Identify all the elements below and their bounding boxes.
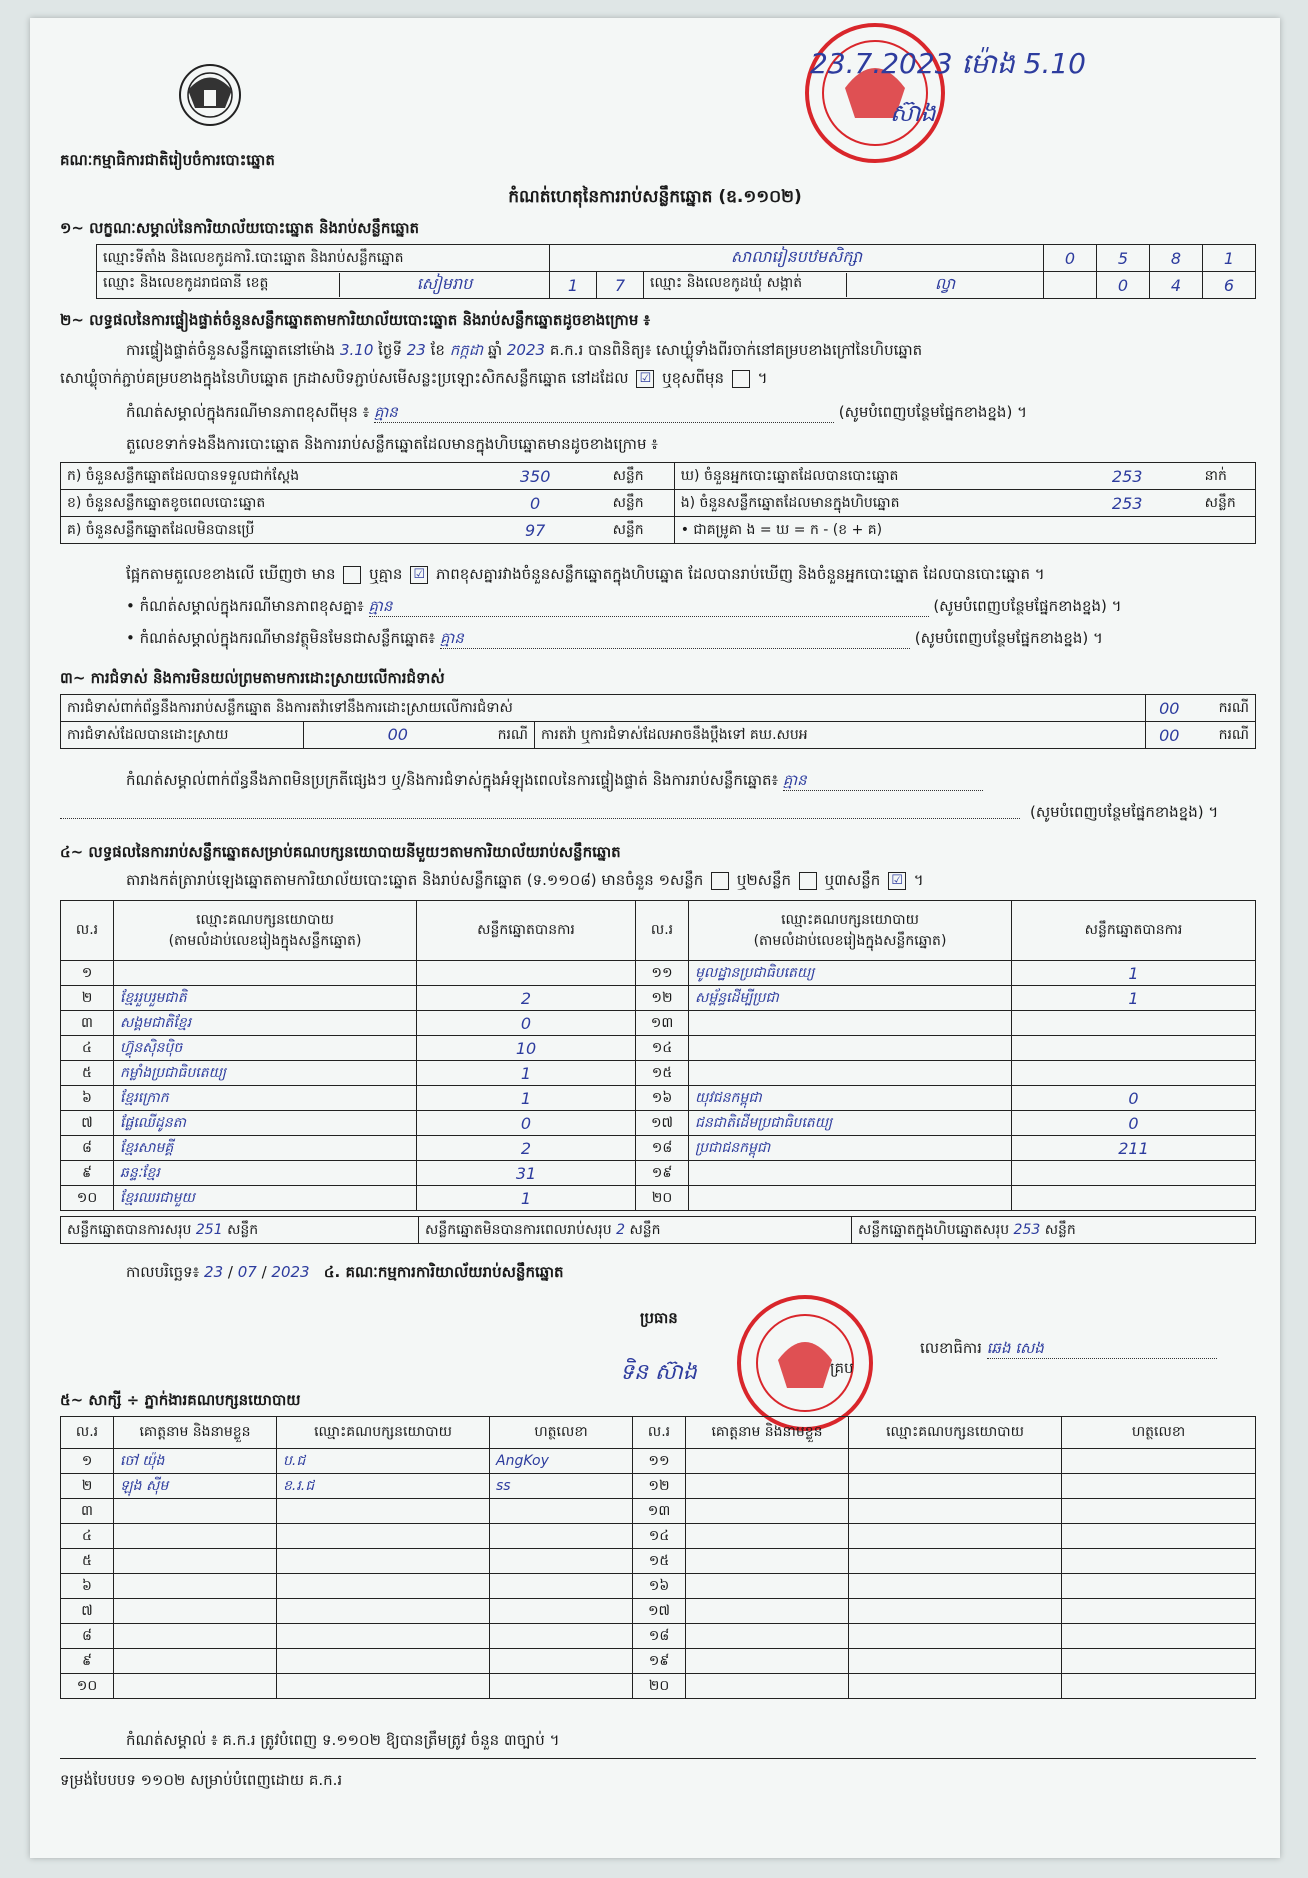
footnote: កំណត់សម្គាល់ ៖ គ.ក.រ ត្រូវបំពេញ ទ.១១០២ ឱ្យបានត្រឹមត្រូវ ចំនួន ៣ច្បាប់ ។ <box>126 1731 560 1749</box>
result-no: ២ <box>61 986 114 1011</box>
party-name: មូលដ្ឋានប្រជាធិបតេយ្យ <box>689 961 1012 986</box>
one-sheet-checkbox[interactable] <box>711 872 729 890</box>
figures-table <box>60 462 1256 544</box>
witness-name <box>686 1624 849 1649</box>
witness-no: ៨ <box>61 1624 114 1649</box>
witness-signature <box>490 1549 633 1574</box>
witness-signature <box>490 1574 633 1599</box>
witness-party <box>277 1549 490 1574</box>
party-name <box>689 1011 1012 1036</box>
spoiled-ballots: 0 <box>464 490 607 517</box>
witness-no: ១៧ <box>633 1599 686 1624</box>
total-in-box: 253 <box>1013 1221 1041 1238</box>
result-no: ១២ <box>636 986 689 1011</box>
witness-signature <box>1062 1549 1256 1574</box>
party-name: ជនជាតិដើមប្រជាធិបតេយ្យ <box>689 1111 1012 1136</box>
witness-signature <box>490 1674 633 1699</box>
witness-row <box>61 1649 1256 1674</box>
witness-name <box>686 1674 849 1699</box>
party-votes: 1 <box>1012 961 1256 986</box>
witness-no: ១០ <box>61 1674 114 1699</box>
witness-name <box>114 1499 277 1524</box>
witness-name <box>114 1574 277 1599</box>
result-no: ១៥ <box>636 1061 689 1086</box>
result-row <box>61 1111 1256 1136</box>
complaints-count: 00 <box>1145 695 1193 722</box>
witness-signature <box>490 1649 633 1674</box>
result-row <box>61 1036 1256 1061</box>
result-no: ១០ <box>61 1186 114 1211</box>
witness-signature <box>1062 1649 1256 1674</box>
party-name: ខ្មែរឈរជាមួយ <box>114 1186 417 1211</box>
witness-name <box>686 1599 849 1624</box>
witness-party <box>277 1649 490 1674</box>
witness-party <box>277 1674 490 1699</box>
witness-no: ២០ <box>633 1674 686 1699</box>
results-table: ល.រ ឈ្មោះគណបក្សនយោបាយ (តាមលំដាប់លេខរៀងក្នុងសន្លឹកឆ្នោត) សន្លឹកឆ្នោតបានការ ល.រ ឈ្មោះគណបក្សនយោបាយ (តាមលំដាប់លេខរៀងក្នុងសន្លឹកឆ្នោត) សន្លឹកឆ្នោតបានការ ១ ១១ មូលដ្ឋានប្រជាធិបតេយ្យ 1 ២ ខ្មែររួបរួមជាតិ 2 ១២ សម្ព័ន្ធដើម្បីប្រជា 1 ៣ សង្គមជាតិខ្មែរ 0 ១៣ ៤ ហ៊្វុនស៊ិនប៉ិច 10 ១៤ ៥ កម្លាំងប្រជាធិបតេយ្យ 1 ១៥ ៦ ខ្មែរក្រោក 1 ១៦ យុវជនកម្ពុជា 0 ៧ ផ្លែឈើដូនតា 0 ១៧ ជនជាតិដើមប្រជាធិបតេយ្យ 0 ៨ ខ្មែរសាមគ្គី 2 ១៨ ប្រជាជនកម្ពុជា 211 ៩ ឆន្ទៈខ្មែរ 31 ១៩ ១០ ខ្មែរឈរជាមួយ 1 ២០ <box>60 900 1256 1211</box>
commune-code-digit: 6 <box>1203 272 1256 299</box>
party-votes: 1 <box>1012 986 1256 1011</box>
party-votes: 0 <box>1012 1111 1256 1136</box>
witness-party <box>277 1574 490 1599</box>
date-line: កាលបរិច្ឆេទ៖ 23 / 07 / 2023 ៤. គណៈកម្មការការិយាល័យរាប់សន្លឹកឆ្នោត <box>126 1263 564 1281</box>
commune-code-digit: 0 <box>1097 272 1150 299</box>
chair-label: ប្រធាន <box>640 1309 678 1327</box>
official-stamp-icon <box>800 18 950 168</box>
result-row <box>61 986 1256 1011</box>
party-name: ឆន្ទៈខ្មែរ <box>114 1161 417 1186</box>
party-name: សង្គមជាតិខ្មែរ <box>114 1011 417 1036</box>
province-code-digit: 1 <box>550 272 597 299</box>
witness-row <box>61 1499 1256 1524</box>
witness-signature <box>1062 1474 1256 1499</box>
section4-title: ៤~ លទ្ធផលនៃការរាប់សន្លឹកឆ្នោតសម្រាប់គណបក្សនយោបាយនីមួយៗតាមការិយាល័យរាប់សន្លឹកឆ្នោត <box>60 843 621 861</box>
result-no: ៤ <box>61 1036 114 1061</box>
location-code-digit: 1 <box>1203 245 1256 272</box>
result-row <box>61 1011 1256 1036</box>
result-row <box>61 1061 1256 1086</box>
province-code-digit: 7 <box>597 272 644 299</box>
totals-table: សន្លឹកឆ្នោតបានការសរុប 251 សន្លឹក សន្លឹកឆ្នោតមិនបានការពេលរាប់សរុប 2 សន្លឹក សន្លឹកឆ្នោតក្នុងហិបឆ្នោតសរុប 253 សន្លឹក <box>60 1216 1256 1244</box>
party-name: ផ្លែឈើដូនតា <box>114 1111 417 1136</box>
witness-no: ១៣ <box>633 1499 686 1524</box>
result-no: ៦ <box>61 1086 114 1111</box>
result-no: ៥ <box>61 1061 114 1086</box>
location-label: ឈ្មោះទីតាំង និងលេខកូដការិ.បោះឆ្នោត និងរាប់សន្លឹកឆ្នោត <box>97 245 550 272</box>
result-no: ១៧ <box>636 1111 689 1136</box>
footer-divider <box>60 1758 1256 1759</box>
date-year: 2023 <box>271 1263 310 1281</box>
witness-row <box>61 1549 1256 1574</box>
witness-no: ៦ <box>61 1574 114 1599</box>
witness-name <box>114 1674 277 1699</box>
witness-no: ១២ <box>633 1474 686 1499</box>
party-votes: 10 <box>417 1036 636 1061</box>
result-no: ២០ <box>636 1186 689 1211</box>
witness-name <box>686 1524 849 1549</box>
formula: • ជាគម្រូគា ង = ឃ = ក - (ខ + គ) <box>674 517 1255 544</box>
party-name <box>689 1186 1012 1211</box>
witness-signature <box>1062 1574 1256 1599</box>
witness-no: ១៤ <box>633 1524 686 1549</box>
witness-party <box>849 1449 1062 1474</box>
witness-name <box>686 1474 849 1499</box>
witness-row <box>61 1599 1256 1624</box>
has-difference-checkbox[interactable] <box>343 566 361 584</box>
tally-sheets-line: តារាងកត់ត្រារាប់ឡេងឆ្នោតតាមការិយាល័យបោះឆ្នោត និងរាប់សន្លឹកឆ្នោត (ទ.១១០៨) មានចំនួន ១សន្លឹក ឬ២សន្លឹក ឬ៣សន្លឹក ☑ ។ <box>126 871 924 889</box>
witness-signature <box>1062 1599 1256 1624</box>
figures-intro: តួលេខទាក់ទងនឹងការបោះឆ្នោត និងការរាប់សន្លឹកឆ្នោតដែលមានក្នុងហិបឆ្នោតមានដូចខាងក្រោម ៖ <box>126 435 658 453</box>
witness-name <box>114 1649 277 1674</box>
location-code-digit: 5 <box>1097 245 1150 272</box>
section1-table <box>96 244 1256 299</box>
complaints-table: ការជំទាស់ពាក់ព័ន្ធនឹងការរាប់សន្លឹកឆ្នោត និងការតវ៉ាទៅនឹងការដោះស្រាយលើការជំទាស់ 00 ករណី ការជំទាស់ដែលបានដោះស្រាយ 00 ករណី ការតវ៉ា ឬការជំទាស់ដែលអាចនឹងប្តឹងទៅ គឃ.សបអ 00 ករណី <box>60 694 1256 749</box>
witness-party <box>849 1474 1062 1499</box>
party-votes: 1 <box>417 1086 636 1111</box>
witness-no: ១៦ <box>633 1574 686 1599</box>
result-row <box>61 1186 1256 1211</box>
appealed-count: 00 <box>1145 722 1193 749</box>
chair-signature: ទិន ស៊ាង <box>620 1360 697 1385</box>
witness-signature <box>490 1624 633 1649</box>
party-votes <box>1012 1186 1256 1211</box>
party-votes: 1 <box>417 1186 636 1211</box>
party-name: យុវជនកម្ពុជា <box>689 1086 1012 1111</box>
witness-name <box>686 1574 849 1599</box>
party-name <box>689 1036 1012 1061</box>
party-votes: 31 <box>417 1161 636 1186</box>
three-sheet-checkbox[interactable]: ☑ <box>888 872 906 890</box>
section5-title: ៥~ សាក្សី ÷ ភ្នាក់ងារគណបក្សនយោបាយ <box>60 1391 301 1409</box>
witness-no: ៣ <box>61 1499 114 1524</box>
different-checkbox[interactable] <box>732 370 750 388</box>
section1-title: ១~ លក្ខណៈសម្គាល់នៃការិយាល័យបោះឆ្នោត និងរាប់សន្លឹកឆ្នោត <box>60 219 420 237</box>
same-checkbox[interactable]: ☑ <box>636 370 654 388</box>
witness-name <box>114 1624 277 1649</box>
party-votes: 2 <box>417 986 636 1011</box>
witness-name <box>686 1499 849 1524</box>
committee-name: គណៈកម្មាធិការជាតិរៀបចំការបោះឆ្នោត <box>60 151 275 169</box>
party-votes: 0 <box>417 1111 636 1136</box>
result-no: ១៤ <box>636 1036 689 1061</box>
witness-no: ២ <box>61 1474 114 1499</box>
party-votes <box>1012 1011 1256 1036</box>
result-no: ១៨ <box>636 1136 689 1161</box>
witness-name <box>686 1649 849 1674</box>
party-name: ប្រជាជនកម្ពុជា <box>689 1136 1012 1161</box>
witness-row <box>61 1474 1256 1499</box>
section3-note: កំណត់សម្គាល់ពាក់ព័ន្ធនឹងភាពមិនប្រក្រតីផ្សេងៗ ឬ/និងការជំទាស់ក្នុងអំឡុងពេលនៃការផ្ទៀងផ្ទាត់ និងការរាប់សន្លឹកឆ្នោត៖ គ្មាន <box>126 770 983 791</box>
result-no: ៣ <box>61 1011 114 1036</box>
party-name <box>689 1061 1012 1086</box>
party-votes <box>1012 1161 1256 1186</box>
witness-party <box>849 1624 1062 1649</box>
witness-signature <box>1062 1674 1256 1699</box>
witness-no: ១៨ <box>633 1624 686 1649</box>
figures-row: ខ) ចំនួនសន្លឹកឆ្នោតខូចពេលបោះឆ្នោត 0 សន្លឹក ង) ចំនួនសន្លឹកឆ្នោតដែលមានក្នុងហិបឆ្នោត 253 សន្លឹក <box>61 490 1256 517</box>
result-row <box>61 1086 1256 1111</box>
witness-row <box>61 1574 1256 1599</box>
result-row <box>61 1161 1256 1186</box>
result-no: ១១ <box>636 961 689 986</box>
party-name <box>689 1161 1012 1186</box>
party-votes: 0 <box>1012 1086 1256 1111</box>
unused-ballots: 97 <box>464 517 607 544</box>
secretary-line: លេខាធិការ ឆេង សេង <box>920 1338 1217 1359</box>
witness-name <box>114 1524 277 1549</box>
witness-no: ១១ <box>633 1449 686 1474</box>
witness-row <box>61 1449 1256 1474</box>
party-name: ខ្មែររួបរួមជាតិ <box>114 986 417 1011</box>
witness-name: ចៅ យ៉ុង <box>114 1449 277 1474</box>
commune-label: ឈ្មោះ និងលេខកូដឃុំ សង្កាត់ <box>644 273 847 297</box>
secretary-signature: ឆេង សេង <box>987 1338 1217 1359</box>
witness-name <box>114 1599 277 1624</box>
witness-no: ៤ <box>61 1524 114 1549</box>
witness-party <box>849 1649 1062 1674</box>
witness-signature <box>490 1499 633 1524</box>
received-ballots: 350 <box>464 463 607 490</box>
witness-party: ប.ជ <box>277 1449 490 1474</box>
result-no: ១៦ <box>636 1086 689 1111</box>
party-votes: 1 <box>417 1061 636 1086</box>
result-no: ៧ <box>61 1111 114 1136</box>
witness-party <box>277 1624 490 1649</box>
witness-signature: AngKoy <box>490 1449 633 1474</box>
total-valid: 251 <box>195 1221 223 1238</box>
witness-row <box>61 1524 1256 1549</box>
witness-row <box>61 1674 1256 1699</box>
witness-party <box>277 1499 490 1524</box>
section3-title: ៣~ ការជំទាស់ និងការមិនយល់ព្រមតាមការដោះស្រាយលើការជំទាស់ <box>60 669 445 687</box>
note2: • កំណត់សម្គាល់ក្នុងករណីមានភាពខុសគ្នា៖ គ្មាន (សូមបំពេញបន្ថែមផ្នែកខាងខ្នង) ។ <box>126 597 1122 615</box>
witness-signature <box>1062 1524 1256 1549</box>
witness-signature <box>490 1599 633 1624</box>
verify-month: កក្កដា <box>449 341 484 359</box>
verify-line-2: សោឃ្លុំចាក់ភ្ជាប់គម្របខាងក្នុងនៃហិបឆ្នោត ក្រដាសបិទភ្ជាប់សមើសន្លះប្រឡោះសិកសន្លឹកឆ្នោត នៅដដែល ☑ ឬខុសពីមុន ។ <box>60 369 768 387</box>
party-name: ខ្មែរក្រោក <box>114 1086 417 1111</box>
result-row <box>61 1136 1256 1161</box>
party-votes <box>417 961 636 986</box>
commune-code-digit: 4 <box>1150 272 1203 299</box>
witness-name <box>686 1449 849 1474</box>
party-votes <box>1012 1036 1256 1061</box>
party-name: ហ៊្វុនស៊ិនប៉ិច <box>114 1036 417 1061</box>
witness-party <box>849 1674 1062 1699</box>
date-day: 23 <box>204 1263 224 1281</box>
witness-party <box>849 1599 1062 1624</box>
witness-no: ៥ <box>61 1549 114 1574</box>
voters-count: 253 <box>1056 463 1199 490</box>
witness-signature <box>1062 1624 1256 1649</box>
verify-time: 3.10 <box>339 341 374 359</box>
witness-no: ១ <box>61 1449 114 1474</box>
witness-no: ៩ <box>61 1649 114 1674</box>
form-page: 23.7.2023 ម៉ោង 5.10 ស៊ាង គណៈកម្មាធិការជាតិរៀបចំការបោះឆ្នោត កំណត់ហេតុនៃការរាប់សន្លឹកឆ្នោត (ឧ.១១០២) ១~ លក្ខណៈសម្គាល់នៃការិយាល័យបោះឆ្នោត និងរាប់សន្លឹកឆ្នោត ឈ្មោះទីតាំង និងលេខកូដការិ.បោះឆ្នោត និងរាប់សន្លឹកឆ្នោត សាលារៀនបឋមសិក្សា 0 5 8 1 ឈ្មោះ និងលេខកូដរាជធានី ខេត្ត សៀមរាប 1 7 ឈ្មោះ និងលេខកូដឃុំ សង្កាត់ ល្វា 0 4 6 ២~ លទ្ធផលនៃការផ្ទៀងផ្ទាត់ចំនួនសន្លឹកឆ្នោតតាមការិយាល័យបោះឆ្នោត និងរាប់សន្លឹកឆ្នោតដូចខាងក្រោម ៖ ការផ្ទៀងផ្ទាត់ចំនួនសន្លឹកឆ្នោតនៅម៉ោង 3.10 ថ្ងៃទី 23 ខែ កក្កដា ឆ្នាំ 2023 គ.ក.រ បានពិនិត្យ៖ សោឃ្លុំទាំងពីរចាក់នៅគម្របខាងក្រៅនៃហិបឆ្នោត សោឃ្លុំចាក់ភ្ជាប់គម្របខាងក្នុងនៃហិបឆ្នោត ក្រដាសបិទភ្ជាប់សមើសន្លះប្រឡោះសិកសន្លឹកឆ្នោត នៅដដែល ☑ ឬខុសពីមុន ។ កំណត់សម្គាល់ក្នុងករណីមានភាពខុសពីមុន ៖ គ្មាន (សូមបំពេញបន្ថែមផ្នែកខាងខ្នង) ។ តួលេខទាក់ទងនឹងការបោះឆ្នោត និងការរាប់សន្លឹកឆ្នោតដែលមានក្នុងហិបឆ្នោតមានដូចខាងក្រោម ៖ ក) ចំនួនសន្លឹកឆ្នោតដែលបានទទួលជាក់ស្តែង 350 សន្លឹក ឃ) ចំនួនអ្នកបោះឆ្នោតដែលបានបោះឆ្នោត 253 នាក់ ខ) ចំនួនសន្លឹកឆ្នោតខូចពេលបោះឆ្នោត 0 សន្លឹក ង) ចំនួនសន្លឹកឆ្នោតដែលមានក្នុងហិបឆ្នោត 253 សន្លឹក គ) ចំនួនសន្លឹកឆ្នោតដែលមិនបានប្រើ 97 សន្លឹក • ជាគម្រូគា ង = ឃ = ក - (ខ + គ) ផ្អែកតាមតួលេខខាងលើ ឃើញថា មាន ឬគ្មាន ☑ ភាពខុសគ្នារវាងចំនួនសន្លឹកឆ្នោតក្នុងហិបឆ្នោត ដែលបានរាប់ឃើញ និងចំនួនអ្នកបោះឆ្នោត ដែលបានបោះឆ្នោត ។ • កំណត់សម្គាល់ក្នុងករណីមានភាពខុសគ្នា៖ គ្មាន (សូមបំពេញបន្ថែមផ្នែកខាងខ្នង) ។ • កំណត់សម្គាល់ក្នុងករណីមានវត្ថុមិនមែនជាសន្លឹកឆ្នោត៖ គ្មាន (សូមបំពេញបន្ថែមផ្នែកខាងខ្នង) ។ ៣~ ការជំទាស់ និងការមិនយល់ព្រមតាមការដោះស្រាយលើការជំទាស់ ការជំទាស់ពាក់ព័ន្ធនឹងការរាប់សន្លឹកឆ្នោត និងការតវ៉ាទៅនឹងការដោះស្រាយលើការជំទាស់ 00 ករណី ការជំទាស់ដែលបានដោះស្រាយ 00 ករណី ការតវ៉ា ឬការជំទាស់ដែលអាចនឹងប្តឹងទៅ គឃ.សបអ 00 ករណី កំណត់សម្គាល់ពាក់ព័ន្ធនឹងភាពមិនប្រក្រតីផ្សេងៗ ឬ/និងការជំទាស់ក្នុងអំឡុងពេលនៃការផ្ទៀងផ្ទាត់ និងការរាប់សន្លឹកឆ្នោត៖ គ្មាន (សូមបំពេញបន្ថែមផ្នែកខាងខ្នង) ។ ៤~ លទ្ធផលនៃការរាប់សន្លឹកឆ្នោតសម្រាប់គណបក្សនយោបាយនីមួយៗតាមការិយាល័យរាប់សន្លឹកឆ្នោត តារាងកត់ត្រារាប់ឡេងឆ្នោតតាមការិយាល័យបោះឆ្នោត និងរាប់សន្លឹកឆ្នោត (ទ.១១០៨) មានចំនួន ១សន្លឹក ឬ២សន្លឹក ឬ៣សន្លឹក ☑ ។ ល.រ ឈ្មោះគណបក្សនយោបាយ (តាមលំដាប់លេខរៀងក្នុងសន្លឹកឆ្នោត) សន្លឹកឆ្នោតបានការ ល.រ ឈ្មោះគណបក្សនយោបាយ (តាមលំដាប់លេខរៀងក្នុងសន្លឹកឆ្នោត) សន្លឹកឆ្នោតបានការ ១ ១១ មូលដ្ឋានប្រជាធិបតេយ្យ 1 ២ ខ្មែររួបរួមជាតិ 2 ១២ សម្ព័ន្ធដើម្បីប្រជា 1 ៣ សង្គមជាតិខ្មែរ 0 ១៣ ៤ ហ៊្វុនស៊ិនប៉ិច 10 ១៤ ៥ កម្លាំងប្រជាធិបតេយ្យ 1 ១៥ ៦ ខ្មែរក្រោក 1 ១៦ យុវជនកម្ពុជា 0 ៧ ផ្លែឈើដូនតា 0 ១៧ ជនជាតិដើមប្រជាធិបតេយ្យ 0 ៨ ខ្មែរសាមគ្គី 2 ១៨ ប្រជាជនកម្ពុជា 211 ៩ ឆន្ទៈខ្មែរ 31 ១៩ ១០ ខ្មែរឈរជាមួយ 1 ២០ សន្លឹកឆ្នោតបានការសរុប 251 សន្លឹក សន្លឹកឆ្នោតមិនបានការពេលរាប់សរុប 2 សន្លឹក សន្លឹកឆ្នោតក្នុងហិបឆ្នោតសរុប 253 សន្លឹក កាលបរិច្ឆេទ៖ 23 / 07 / 2023 ៤. គណៈកម្មការការិយាល័យរាប់សន្លឹកឆ្នោត ប្រធាន ទិន ស៊ាង គ្រប លេខាធិការ ឆេង សេង ៥~ សាក្សី ÷ ភ្នាក់ងារគណបក្សនយោបាយ ល.រ គោត្តនាម និងនាមខ្លួន ឈ្មោះគណបក្សនយោបាយ ហត្ថលេខា ល.រ គោត្តនាម និងនាមខ្លួន ឈ្មោះគណបក្សនយោបាយ ហត្ថលេខា ១ ចៅ យ៉ុង ប.ជ AngKoy ១១ ២ ឡុង ស៊ីម ខ.រ.ជ ss ១២ ៣ ១៣ ៤ ១៤ ៥ ១៥ ៦ ១៦ ៧ ១៧ ៨ ១៨ ៩ ១៩ ១០ ២០ កំណត់សម្គាល់ ៖ គ.ក.រ ត្រូវបំពេញ ទ.១១០២ ឱ្យបានត្រឹមត្រូវ ចំនួន ៣ច្បាប់ ។ ទម្រង់បែបបទ ១១០២ សម្រាប់បំពេញដោយ គ.ក.រ <box>30 18 1280 1858</box>
witness-name <box>114 1549 277 1574</box>
witness-party <box>277 1524 490 1549</box>
witness-party <box>849 1499 1062 1524</box>
verify-day: 23 <box>406 341 426 359</box>
party-name: ខ្មែរសាមគ្គី <box>114 1136 417 1161</box>
party-votes: 2 <box>417 1136 636 1161</box>
witness-signature <box>1062 1499 1256 1524</box>
party-votes: 0 <box>417 1011 636 1036</box>
commune-value: ល្វា <box>934 274 956 293</box>
result-no: ១៣ <box>636 1011 689 1036</box>
party-votes <box>1012 1061 1256 1086</box>
two-sheet-checkbox[interactable] <box>799 872 817 890</box>
footer-text: ទម្រង់បែបបទ ១១០២ សម្រាប់បំពេញដោយ គ.ក.រ <box>60 1771 343 1789</box>
result-row <box>61 961 1256 986</box>
total-invalid: 2 <box>616 1221 625 1238</box>
nec-emblem-icon <box>170 60 250 130</box>
party-name: កម្លាំងប្រជាធិបតេយ្យ <box>114 1061 417 1086</box>
section2-title: ២~ លទ្ធផលនៃការផ្ទៀងផ្ទាត់ចំនួនសន្លឹកឆ្នោតតាមការិយាល័យបោះឆ្នោត និងរាប់សន្លឹកឆ្នោតដូចខាងក្រោម ៖ <box>60 311 651 329</box>
witness-row <box>61 1624 1256 1649</box>
party-votes: 211 <box>1012 1136 1256 1161</box>
note1: កំណត់សម្គាល់ក្នុងករណីមានភាពខុសពីមុន ៖ គ្មាន (សូមបំពេញបន្ថែមផ្នែកខាងខ្នង) ។ <box>126 403 1027 421</box>
witness-name <box>686 1549 849 1574</box>
party-name: សម្ព័ន្ធដើម្បីប្រជា <box>689 986 1012 1011</box>
note3: • កំណត់សម្គាល់ក្នុងករណីមានវត្ថុមិនមែនជាសន្លឹកឆ្នោត៖ គ្មាន (សូមបំពេញបន្ថែមផ្នែកខាងខ្នង) ។ <box>126 629 1103 647</box>
witness-no: ១៩ <box>633 1649 686 1674</box>
date-month: 07 <box>237 1263 257 1281</box>
result-no: ១៩ <box>636 1161 689 1186</box>
province-value: សៀមរាប <box>416 274 473 293</box>
result-no: ៩ <box>61 1161 114 1186</box>
no-difference-checkbox[interactable]: ☑ <box>410 566 428 584</box>
result-no: ១ <box>61 961 114 986</box>
note1-value: គ្មាន <box>374 402 834 423</box>
location-code-digit: 8 <box>1150 245 1203 272</box>
verify-line-1: ការផ្ទៀងផ្ទាត់ចំនួនសន្លឹកឆ្នោតនៅម៉ោង 3.10 ថ្ងៃទី 23 ខែ កក្កដា ឆ្នាំ 2023 គ.ក.រ បានពិនិត្យ៖ សោឃ្លុំទាំងពីរចាក់នៅគម្របខាងក្រៅនៃហិបឆ្នោត <box>126 341 923 359</box>
witness-party <box>849 1524 1062 1549</box>
witness-no: ៧ <box>61 1599 114 1624</box>
province-label: ឈ្មោះ និងលេខកូដរាជធានី ខេត្ត <box>97 273 340 297</box>
witness-signature: ss <box>490 1474 633 1499</box>
verify-year: 2023 <box>506 341 546 359</box>
ballots-in-box: 253 <box>1056 490 1199 517</box>
party-name <box>114 961 417 986</box>
result-no: ៨ <box>61 1136 114 1161</box>
member-label: គ្រប <box>830 1359 854 1377</box>
witness-party <box>849 1574 1062 1599</box>
location-value: សាលារៀនបឋមសិក្សា <box>550 245 1044 272</box>
witness-party <box>849 1549 1062 1574</box>
compare-line: ផ្អែកតាមតួលេខខាងលើ ឃើញថា មាន ឬគ្មាន ☑ ភាពខុសគ្នារវាងចំនួនសន្លឹកឆ្នោតក្នុងហិបឆ្នោត ដែលបានរាប់ឃើញ និងចំនួនអ្នកបោះឆ្នោត ដែលបានបោះឆ្នោត ។ <box>126 565 1045 583</box>
location-code-digit: 0 <box>1044 245 1097 272</box>
witness-party <box>277 1599 490 1624</box>
witness-no: ១៥ <box>633 1549 686 1574</box>
resolved-count: 00 <box>387 724 408 744</box>
witness-signature <box>1062 1449 1256 1474</box>
witness-party: ខ.រ.ជ <box>277 1474 490 1499</box>
form-title: កំណត់ហេតុនៃការរាប់សន្លឹកឆ្នោត (ឧ.១១០២) <box>508 187 802 207</box>
witness-signature <box>490 1524 633 1549</box>
witness-name: ឡុង ស៊ីម <box>114 1474 277 1499</box>
stamp-signature: ស៊ាង <box>890 99 936 127</box>
stamp-date: 23.7.2023 ម៉ោង 5.10 <box>810 47 1086 80</box>
figures-row: គ) ចំនួនសន្លឹកឆ្នោតដែលមិនបានប្រើ 97 សន្លឹក • ជាគម្រូគា ង = ឃ = ក - (ខ + គ) <box>61 517 1256 544</box>
witnesses-table: ល.រ គោត្តនាម និងនាមខ្លួន ឈ្មោះគណបក្សនយោបាយ ហត្ថលេខា ល.រ គោត្តនាម និងនាមខ្លួន ឈ្មោះគណបក្សនយោបាយ ហត្ថលេខា ១ ចៅ យ៉ុង ប.ជ AngKoy ១១ ២ ឡុង ស៊ីម ខ.រ.ជ ss ១២ ៣ ១៣ ៤ ១៤ ៥ ១៥ ៦ ១៦ ៧ ១៧ ៨ ១៨ ៩ ១៩ ១០ ២០ <box>60 1416 1256 1699</box>
figures-row: ក) ចំនួនសន្លឹកឆ្នោតដែលបានទទួលជាក់ស្តែង 350 សន្លឹក ឃ) ចំនួនអ្នកបោះឆ្នោតដែលបានបោះឆ្នោត 253 នាក់ <box>61 463 1256 490</box>
